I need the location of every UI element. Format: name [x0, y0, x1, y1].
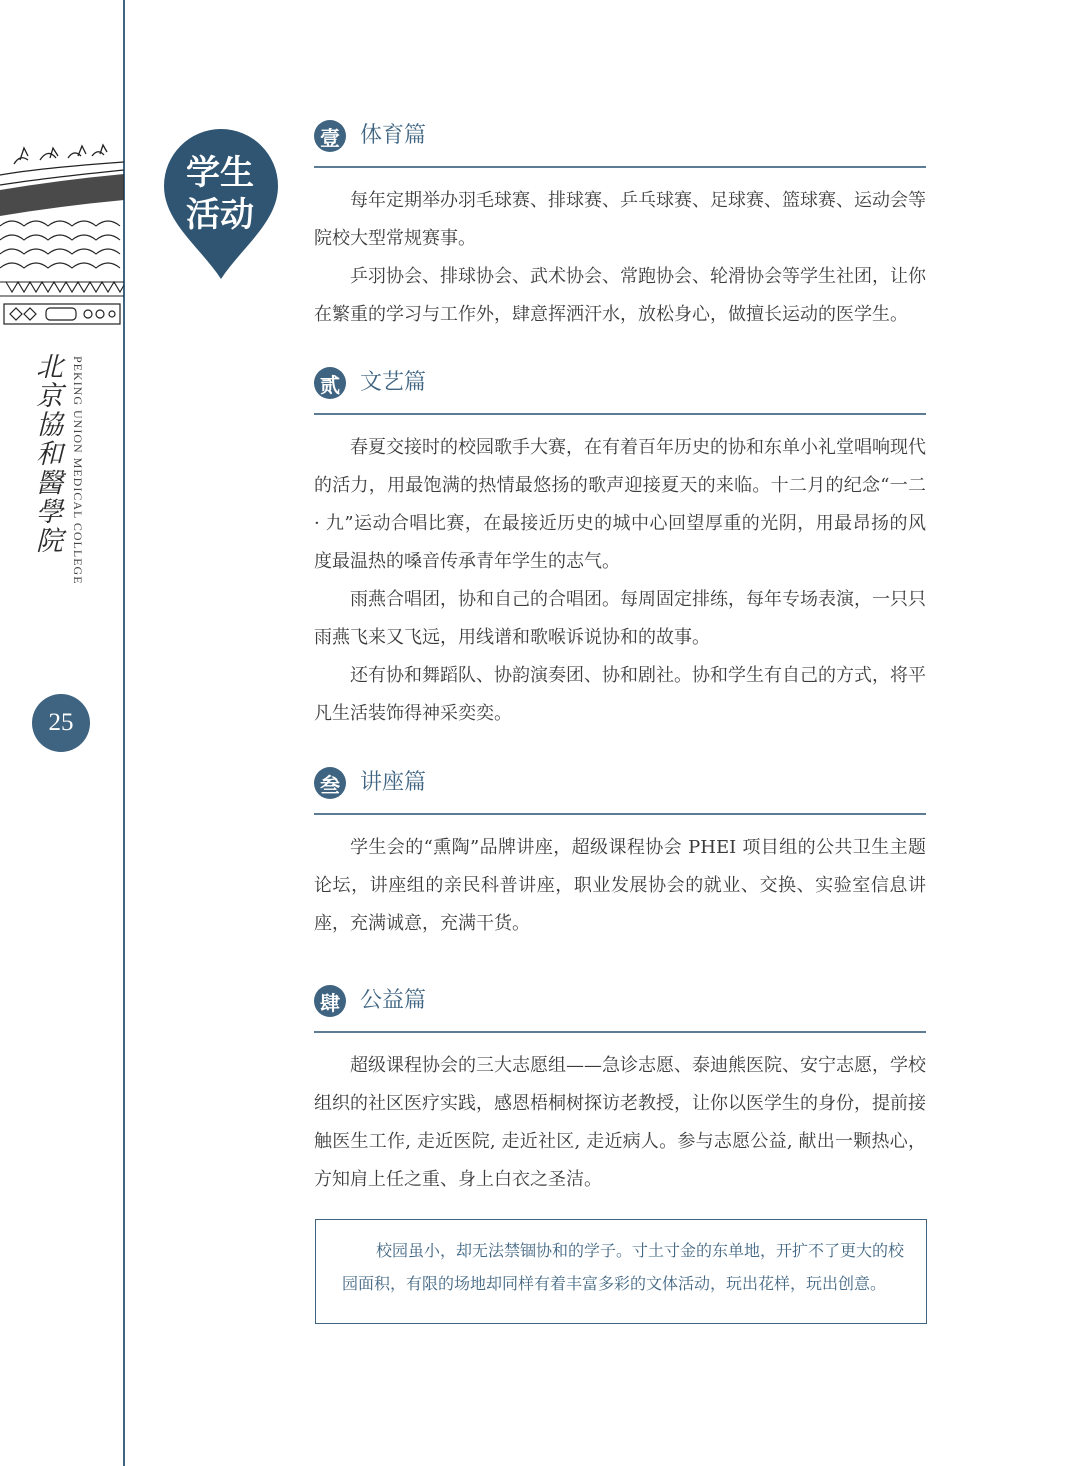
paragraph: 雨燕合唱团，协和自己的合唱团。每周固定排练，每年专场表演，一只只雨燕飞来又飞远，用线谱和歌喉诉说协和的故事。 — [314, 589, 926, 648]
section-header — [314, 985, 926, 1033]
paragraph: 春夏交接时的校园歌手大赛，在有着百年历史的协和东单小礼堂唱响现代的活力，用最饱满的热情最悠扬的歌声迎接夏天的来临。十二月的纪念“一二 · 九”运动合唱比赛，在最接近历史的城中心回望厚重的光阴，用最昂扬的风度最温热的嗓音传承青年学生的志气。 — [314, 437, 926, 572]
section-header — [314, 767, 926, 815]
summary-note-text: 校园虽小，却无法禁锢协和的学子。寸土寸金的东单地，开扩不了更大的校园面积，有限的场地却同样有着丰富多彩的文体活动，玩出花样，玩出创意。 — [342, 1241, 905, 1293]
section-numeral: 肆 — [314, 985, 346, 1017]
chapter-title — [162, 152, 278, 236]
paragraph: 每年定期举办羽毛球赛、排球赛、乒乓球赛、足球赛、篮球赛、运动会等院校大型常规赛事。 — [314, 190, 926, 249]
paragraph: 超级课程协会的三大志愿组——急诊志愿、泰迪熊医院、安宁志愿，学校组织的社区医疗实践，感恩梧桐树探访老教授，让你以医学生的身份，提前接触医生工作, 走近医院, 走近社区, 走近病人。参与志愿公益, 献出一颗热心，方知肩上任之重、身上白衣之圣洁。 — [314, 1055, 926, 1190]
section-volunteer — [314, 985, 926, 1199]
section-title: 公益篇 — [360, 988, 427, 1013]
chapter-title-line1: 学生 — [186, 153, 254, 193]
section-arts — [314, 367, 926, 733]
section-title: 讲座篇 — [360, 770, 427, 795]
paragraph: 还有协和舞蹈队、协韵演奏团、协和剧社。协和学生有自己的方式，将平凡生活装饰得神采奕奕。 — [314, 665, 926, 724]
section-header — [314, 120, 926, 168]
section-header — [314, 367, 926, 415]
chapter-title-line2: 活动 — [186, 195, 254, 235]
paragraph: 学生会的“熏陶”品牌讲座，超级课程协会 PHEI 项目组的公共卫生主题论坛，讲座组的亲民科普讲座，职业发展协会的就业、交换、实验室信息讲座，充满诚意，充满干货。 — [314, 837, 926, 934]
section-numeral: 贰 — [314, 367, 346, 399]
palace-roof-illustration — [0, 130, 124, 330]
section-lectures — [314, 767, 926, 943]
section-title: 体育篇 — [360, 123, 427, 148]
summary-note-box — [315, 1219, 927, 1324]
school-name-chinese: 北京協和醫學院 — [31, 352, 62, 555]
section-sports — [314, 120, 926, 334]
page-number: 25 — [32, 694, 90, 752]
paragraph: 乒羽协会、排球协会、武术协会、常跑协会、轮滑协会等学生社团，让你在繁重的学习与工作外，肆意挥洒汗水，放松身心，做擅长运动的医学生。 — [314, 266, 926, 325]
section-title: 文艺篇 — [360, 370, 427, 395]
section-numeral: 壹 — [314, 120, 346, 152]
school-name-english: PEKING UNION MEDICAL COLLEGE — [71, 356, 85, 585]
section-numeral: 叁 — [314, 767, 346, 799]
